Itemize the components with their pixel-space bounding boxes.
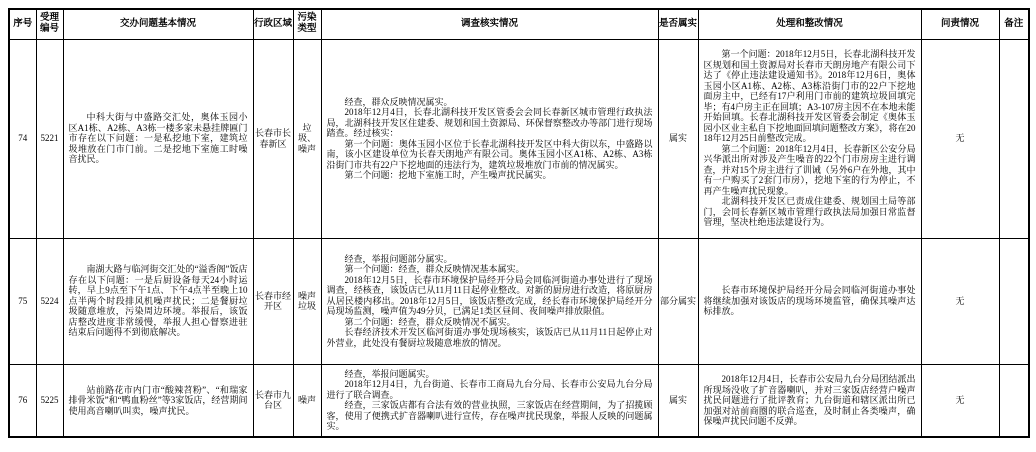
complaint-handling-table <box>8 8 1030 438</box>
header-investigation: 调查核实情况 <box>321 9 658 39</box>
paragraph: 长春经济技术开发区临河街道办事处现场核实，该饭店已从11月11日起停止对外营业，此处没有餐厨垃圾随意堆放的情况。 <box>326 327 653 348</box>
header-case-no: 受理编号 <box>36 9 63 39</box>
cell-verified: 属实 <box>658 364 698 437</box>
paragraph: 2018年12月4日，九台街道、长春市工商局九台分局、长春市公安局九台分局进行了联合调查。 <box>326 379 653 400</box>
table-row <box>9 238 1029 364</box>
header-accountability: 问责情况 <box>921 9 999 39</box>
header-remarks: 备注 <box>999 9 1029 39</box>
paragraph: 第一个问题：经查，群众反映情况基本属实。 <box>344 264 525 275</box>
paragraph: 第二个问题：2018年12月4日，长春新区公安分局兴华派出所对涉及产生噪音的22个门市房房主进行调查，并对15个房主进行了训诫（另外6户在外地，其中有一户购买了2套门市房），挖地下室的行为停止，不再产生噪声扰民现象。 <box>703 143 916 196</box>
header-handling: 处理和整改情况 <box>698 9 921 39</box>
cell-problem <box>63 364 253 437</box>
cell-remarks <box>999 39 1029 238</box>
cell-verified: 部分属实 <box>658 238 698 364</box>
cell-case-no: 5225 <box>36 364 63 437</box>
cell-seq: 76 <box>9 364 36 437</box>
paragraph: 第二个问题：经查，群众反映情况不属实。 <box>344 316 516 327</box>
problem-text: 站前路花市内门市“酸辣苕粉”、“和瑞家排骨米饭”和“鸭血粉丝”等3家饭店，经营期间使用高音喇叭叫卖，噪声扰民。 <box>68 384 248 416</box>
paragraph: 2018年12月4日，长春市公安局九台分局团结派出所现场没收了扩音器喇叭，并对三家饭店经营户噪声扰民问题进行了批评教育；九台街道和辖区派出所已加强对站前商圈的联合巡查，及时制止各类噪声，确保噪声扰民问题不反弹。 <box>703 374 916 426</box>
paragraph: 2018年12月5日，长春市环境保护局经开分局会同临河街道办事处进行了现场调查，经核查，该饭店已从11月11日起停业整改。对新的厨房进行改造，将原厨房从居民楼内移出。2018年12月5日，该饭店整改完成，经长春市环境保护局经开分局现场监测，噪声值为49分贝，已满足1类区昼间、夜间噪声排放限值。 <box>326 274 653 317</box>
cell-handling <box>698 39 921 238</box>
cell-problem <box>63 39 253 238</box>
cell-handling <box>698 238 921 364</box>
header-problem: 交办问题基本情况 <box>63 9 253 39</box>
cell-case-no: 5224 <box>36 238 63 364</box>
cell-region: 长春市长春新区 <box>253 39 293 238</box>
paragraph: 长春市环境保护局经开分局会同临河街道办事处将继续加强对该饭店的现场环境监管，确保其噪声达标排放。 <box>703 285 916 317</box>
cell-investigation <box>321 364 658 437</box>
cell-case-no: 5221 <box>36 39 63 238</box>
cell-seq: 75 <box>9 238 36 364</box>
cell-handling <box>698 364 921 437</box>
cell-region: 长春市经开区 <box>253 238 293 364</box>
cell-pollution-type: 噪声 <box>293 364 321 437</box>
paragraph: 第一个问题：奥体玉园小区位于长春北湖科技开发区中科大街以东，中盛路以南，该小区建设单位为长春天朗地产有限公司。奥体玉园小区A1栋、A2栋、A3栋沿街门市共有22户下挖地面的违法行为，建筑垃圾堆放门市前的情况属实。 <box>326 138 653 170</box>
cell-region: 长春市九台区 <box>253 364 293 437</box>
table-header-row <box>9 9 1029 39</box>
problem-text: 中科大街与中盛路交汇处，奥体玉园小区A1栋、A2栋、A3栋一楼多家未悬挂牌匾门市存在以下问题：一是私挖地下室，建筑垃圾堆放在门市门前。二是挖地下室施工时噪音扰民。 <box>68 112 248 165</box>
cell-investigation <box>321 238 658 364</box>
paragraph: 经查，举报问题部分属实。 <box>344 253 453 264</box>
header-pollution-type: 污染类型 <box>293 9 321 39</box>
cell-investigation <box>321 39 658 238</box>
table-row <box>9 39 1029 238</box>
cell-accountability: 无 <box>921 364 999 437</box>
header-region: 行政区域 <box>253 9 293 39</box>
paragraph: 经查，举报问题属实。 <box>344 368 435 379</box>
paragraph: 第一个问题：2018年12月5日，长春北湖科技开发区规划和国土资源局对长春市天朗房地产有限公司下达了《停止违法建设通知书》。2018年12月6日，奥体玉园小区A1栋、A2栋、A3栋沿街门市的22户下挖地面房主中，已经有17户利用门市前的建筑垃圾回填完毕；有4户房主正在回填；A3-107房主因不在本地未能开始回填。长春北湖科技开发区管委会制定《奥体玉园小区业主私自下挖地面回填问题整改方案》，将在2018年12月25日前整改完成。 <box>703 49 916 144</box>
paragraph: 第二个问题：挖地下室施工时，产生噪声扰民属实。 <box>344 170 552 180</box>
cell-accountability: 无 <box>921 39 999 238</box>
paragraph: 经查，群众反映情况属实。 <box>344 96 453 107</box>
cell-pollution-type: 垃圾、噪声 <box>293 39 321 238</box>
paragraph: 北湖科技开发区已责成住建委、规划国土局等部门，会同长春新区城市管理行政执法局加强日常监督管理，坚决杜绝违法建设行为。 <box>703 196 916 228</box>
cell-pollution-type: 噪声垃圾 <box>293 238 321 364</box>
cell-verified: 属实 <box>658 39 698 238</box>
cell-seq: 74 <box>9 39 36 238</box>
header-verified: 是否属实 <box>658 9 698 39</box>
cell-remarks <box>999 364 1029 437</box>
paragraph: 2018年12月4日，长春北湖科技开发区管委会会同长春新区城市管理行政执法局，北湖科技开发区住建委、规划和国土资源局、环保督察整改办等部门进行现场踏查。经过核实： <box>326 107 653 138</box>
header-seq: 序号 <box>9 9 36 39</box>
cell-remarks <box>999 238 1029 364</box>
cell-problem <box>63 238 253 364</box>
paragraph: 经查，三家饭店都有合法有效的营业执照，三家饭店在经营期间，为了招揽顾客，使用了便携式扩音器喇叭进行宣传，存在噪声扰民现象，举报人反映的问题属实。 <box>326 400 653 432</box>
table-row <box>9 364 1029 437</box>
cell-accountability: 无 <box>921 238 999 364</box>
problem-text: 南湖大路与临河街交汇处的“溢香阁”饭店存在以下问题：一是后厨设备每天24小时运转，早上9点至下午1点、下午4点半至晚上10点半两个时段排风机噪声扰民；二是餐厨垃圾随意堆放，污染周边环境。举报后，该饭店整改进度非常缓慢，举报人担心督察进驻结束后问题得不到彻底解决。 <box>68 264 248 338</box>
